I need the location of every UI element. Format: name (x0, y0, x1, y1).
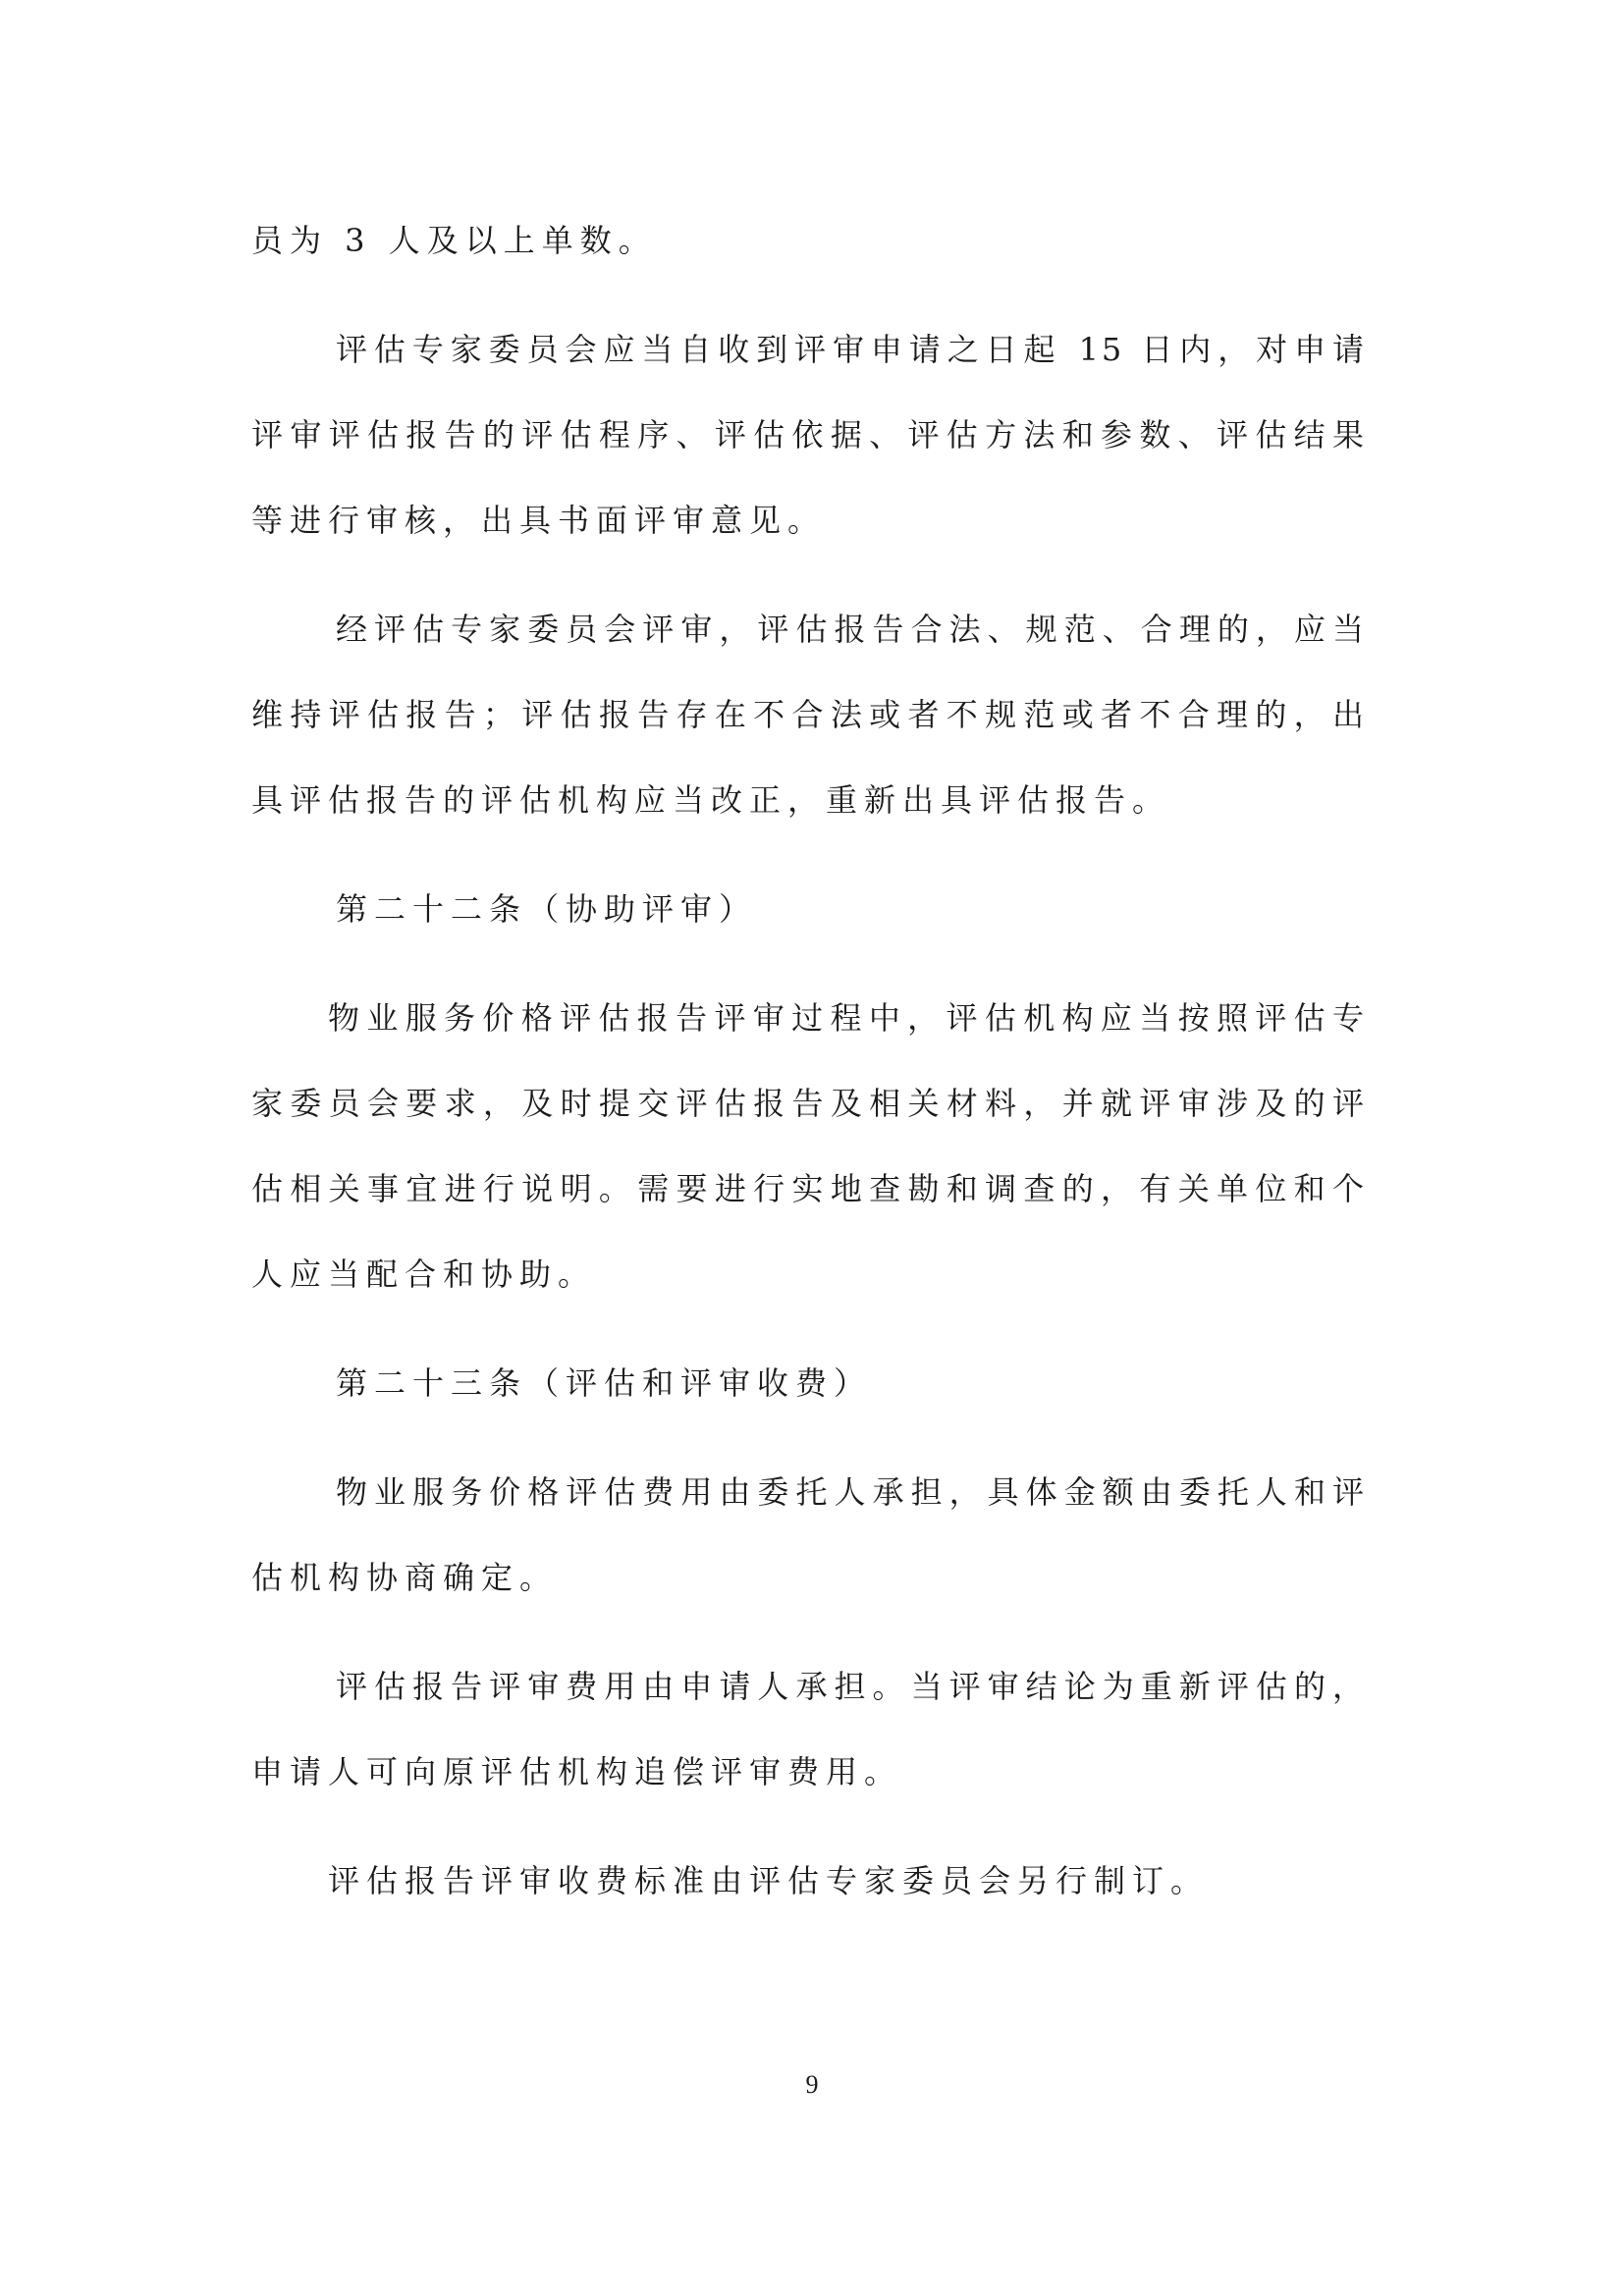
document-body (251, 198, 1367, 1948)
paragraph-line: 申请人可向原评估机构追偿评审费用。 (251, 1753, 903, 1790)
paragraph-line: 维持评估报告；评估报告存在不合法或者不规范或者不合理的，出 (251, 696, 1367, 733)
paragraph-line: 物业服务价格评估报告评审过程中，评估机构应当按照评估专 (328, 999, 1367, 1037)
paragraph (251, 976, 1367, 1317)
article-heading (251, 867, 1367, 952)
paragraph-line: 等进行审核，出具书面评审意见。 (251, 502, 827, 539)
paragraph-line: 经评估专家委员会评审，评估报告合法、规范、合理的，应当 (336, 611, 1367, 648)
paragraph-line: 评估报告评审收费标准由评估专家委员会另行制订。 (328, 1862, 1210, 1899)
paragraph-line: 具评估报告的评估机构应当改正，重新出具评估报告。 (251, 781, 1171, 819)
paragraph-line: 估机构协商确定。 (251, 1559, 559, 1596)
paragraph (251, 1450, 1367, 1621)
paragraph-line: 人应当配合和协助。 (251, 1255, 597, 1293)
paragraph (251, 307, 1367, 563)
paragraph-line: 评估报告评审费用由申请人承担。当评审结论为重新评估的， (336, 1668, 1367, 1705)
paragraph-line: 评审评估报告的评估程序、评估依据、评估方法和参数、评估结果 (251, 416, 1367, 454)
page-number: 9 (805, 2070, 819, 2099)
paragraph-line: 家委员会要求，及时提交评估报告及相关材料，并就评审涉及的评 (251, 1085, 1367, 1122)
paragraph-line: 估相关事宜进行说明。需要进行实地查勘和调查的，有关单位和个 (251, 1170, 1367, 1207)
paragraph (251, 1644, 1367, 1815)
article-heading-text: 第二十三条（评估和评审收费） (336, 1364, 873, 1402)
article-heading (251, 1341, 1367, 1426)
paragraph (251, 1839, 1367, 1924)
paragraph-line: 员为 3 人及以上单数。 (251, 222, 657, 259)
paragraph (251, 587, 1367, 843)
paragraph-line: 物业服务价格评估费用由委托人承担，具体金额由委托人和评 (336, 1473, 1367, 1511)
paragraph (251, 198, 1367, 284)
article-heading-text: 第二十二条（协助评审） (336, 890, 758, 928)
paragraph-line: 评估专家委员会应当自收到评审申请之日起 15 日内，对申请 (336, 331, 1367, 368)
